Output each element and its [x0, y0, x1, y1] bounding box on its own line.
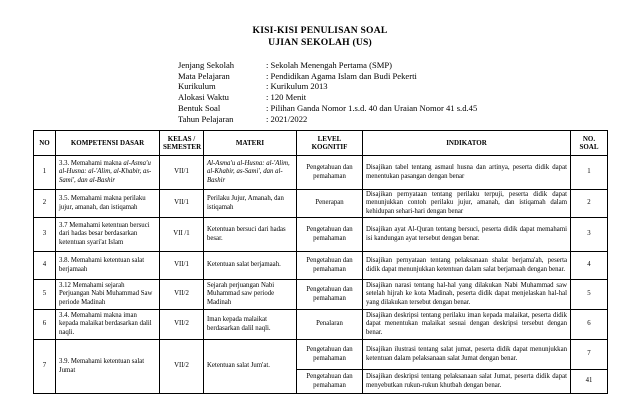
cell-level: Penalaran: [297, 310, 363, 340]
cell-level: Pengetahuan dan pemahaman: [297, 156, 363, 190]
table-row: [34, 310, 608, 340]
cell-no-soal: 7: [571, 340, 608, 370]
cell-level: Pengetahuan dan pemahaman: [297, 340, 363, 370]
cell-no-soal: 2: [571, 190, 608, 218]
info-value: : 2021/2022: [266, 113, 308, 124]
info-row: [178, 71, 477, 82]
info-label: Alokasi Waktu: [178, 92, 229, 103]
cell-level: Pengetahuan dan pemahaman: [297, 218, 363, 252]
cell-no: 2: [34, 190, 56, 218]
cell-indikator: Disajikan ayat Al-Quran tentang bersuci, peserta didik dapat memahami isi kandungan ayat tersebut dengan benar.: [363, 218, 571, 252]
info-row: [178, 60, 477, 71]
cell-materi: Sejarah perjuangan Nabi Muhammad saw periode Madinah: [204, 280, 297, 310]
cell-materi: Ketentuan salat berjamaah.: [204, 252, 297, 280]
kisi-kisi-table: [33, 130, 608, 394]
cell-level: Penerapan: [297, 190, 363, 218]
cell-kompetensi-dasar: 3.7 Memahami ketentuan bersuci dari hadas besar berdasarkan ketentuan syari'at Islam: [56, 218, 160, 252]
cell-no: 3: [34, 218, 56, 252]
cell-kelas: VII/1: [160, 252, 204, 280]
cell-materi: Iman kepada malaikat berdasarkan dalil naqli.: [204, 310, 297, 340]
document-info: [178, 60, 477, 124]
cell-no-soal: 3: [571, 218, 608, 252]
cell-materi: Al-Asma'u al-Husna: al-'Alim, al-Khabir, as-Sami', dan al-Bashir: [204, 156, 297, 190]
cell-no-soal: 5: [571, 280, 608, 310]
cell-no: 4: [34, 252, 56, 280]
table-row: [34, 190, 608, 218]
cell-kompetensi-dasar: 3.8. Memahami ketentuan salat berjamaah: [56, 252, 160, 280]
cell-indikator: Disajikan deskripsi tentang pelaksanaan salat Jumat, peserta didik dapat menyebutkan rukun-rukun khutbah dengan benar.: [363, 370, 571, 394]
cell-kompetensi-dasar: 3.9. Memahami ketentuan salat Jumat: [56, 340, 160, 394]
document-title: KISI-KISI PENULISAN SOAL: [252, 25, 388, 36]
cell-kompetensi-dasar: 3.4. Memahami makna iman kepada malaikat berdasarkan dalil naqli.: [56, 310, 160, 340]
cell-no: 7: [34, 340, 56, 394]
table-header-row: [34, 131, 608, 156]
cell-kelas: VII/2: [160, 310, 204, 340]
cell-kelas: VII/1: [160, 190, 204, 218]
cell-indikator: Disajikan tabel tentang asmaul husna dan artinya, peserta didik dapat menentukan pasangan dengan benar: [363, 156, 571, 190]
info-value: : Sekolah Menengah Pertama (SMP): [266, 60, 393, 70]
table-row: [34, 280, 608, 310]
header-no-soal: NO. SOAL: [571, 131, 608, 156]
info-value: : 120 Menit: [266, 92, 307, 103]
info-value: : Pendidikan Agama Islam dan Budi Pekerti: [266, 70, 417, 81]
info-label: Tahun Pelajaran: [178, 113, 234, 124]
cell-no-soal: 6: [571, 310, 608, 340]
table-row: [34, 340, 608, 370]
cell-materi: Ketentuan salat Jum'at.: [204, 340, 297, 394]
header-kompetensi-dasar: KOMPETENSI DASAR: [56, 131, 160, 156]
kd-text: 3.3. Memahami makna: [59, 160, 124, 168]
cell-kelas: VII /1: [160, 218, 204, 252]
cell-level: Pengetahuan dan pemahaman: [297, 370, 363, 394]
cell-level: Pengetahuan dan pemahaman: [297, 280, 363, 310]
cell-materi: Ketentuan bersuci dari hadas besar.: [204, 218, 297, 252]
info-row: [178, 103, 477, 114]
kd-italic-text: al-Asma'u al-Husna: al-'Alim, al-Khabir, as-Sami', dan al-Bashir: [59, 160, 152, 184]
cell-no-soal: 1: [571, 156, 608, 190]
header-no: NO: [34, 131, 56, 156]
header-kelas-semester: KELAS / SEMESTER: [160, 131, 204, 156]
info-label: Bentuk Soal: [178, 102, 221, 113]
cell-indikator: Disajikan pernyataan tentang perilaku terpuji, peserta didik dapat menunjukkan contoh perilaku jujur, amanah, dan istiqamah dalam kehidupan sehari-hari dengan benar: [363, 190, 571, 218]
header-materi: MATERI: [204, 131, 297, 156]
cell-indikator: Disajikan deskripsi tentang perilaku iman kepada malaikat, peserta didik dapat menentukan malaikat sesuai dengan deskripsi tersebut dengan benar.: [363, 310, 571, 340]
cell-indikator: Disajikan narasi tentang hal-hal yang dilakukan Nabi Muhammad saw setelah hijrah ke kota Madinah, peserta didik dapat menjelaskan hal-hal yang dilakukan tersebut dengan benar.: [363, 280, 571, 310]
info-label: Mata Pelajaran: [178, 70, 230, 81]
cell-indikator: Disajikan ilustrasi tentang salat jumat, peserta didik dapat menunjukkan ketentuan dalam pelaksanaan salat Jumat dengan benar.: [363, 340, 571, 370]
header-indikator: INDIKATOR: [363, 131, 571, 156]
cell-no: 6: [34, 310, 56, 340]
cell-kompetensi-dasar: 3.5. Memahami makna perilaku jujur, amanah, dan istiqamah: [56, 190, 160, 218]
cell-kelas: VII/2: [160, 340, 204, 394]
cell-indikator: Disajikan pernyataan tentang pelaksanaan shalat berjama'ah, peserta didik dapat menunjukkan ketentuan dalam salat berjamaah dengan benar.: [363, 252, 571, 280]
info-value: : Pilihan Ganda Nomor 1.s.d. 40 dan Uraian Nomor 41 s.d.45: [266, 102, 478, 113]
info-label: Jenjang Sekolah: [178, 60, 235, 70]
cell-kelas: VII/1: [160, 156, 204, 190]
cell-no: 5: [34, 280, 56, 310]
table-row: [34, 218, 608, 252]
info-row: [178, 114, 477, 125]
info-row: [178, 92, 477, 103]
table-row: [34, 252, 608, 280]
header-level-kognitif: LEVEL KOGNITIF: [297, 131, 363, 156]
cell-kompetensi-dasar: [56, 156, 160, 190]
cell-no-soal: 4: [571, 252, 608, 280]
document-subtitle: UJIAN SEKOLAH (US): [268, 37, 372, 48]
cell-no: 1: [34, 156, 56, 190]
cell-level: Pengetahuan dan pemahaman: [297, 252, 363, 280]
cell-kompetensi-dasar: 3.12 Memahami sejarah Perjuangan Nabi Muhammad Saw periode Madinah: [56, 280, 160, 310]
cell-materi: Perilaku Jujur, Amanah, dan istiqamah: [204, 190, 297, 218]
info-label: Kurikulum: [178, 81, 216, 92]
cell-no-soal: 41: [571, 370, 608, 394]
info-row: [178, 81, 477, 92]
info-value: : Kurikulum 2013: [266, 81, 328, 92]
table-row: [34, 156, 608, 190]
cell-kelas: VII/2: [160, 280, 204, 310]
